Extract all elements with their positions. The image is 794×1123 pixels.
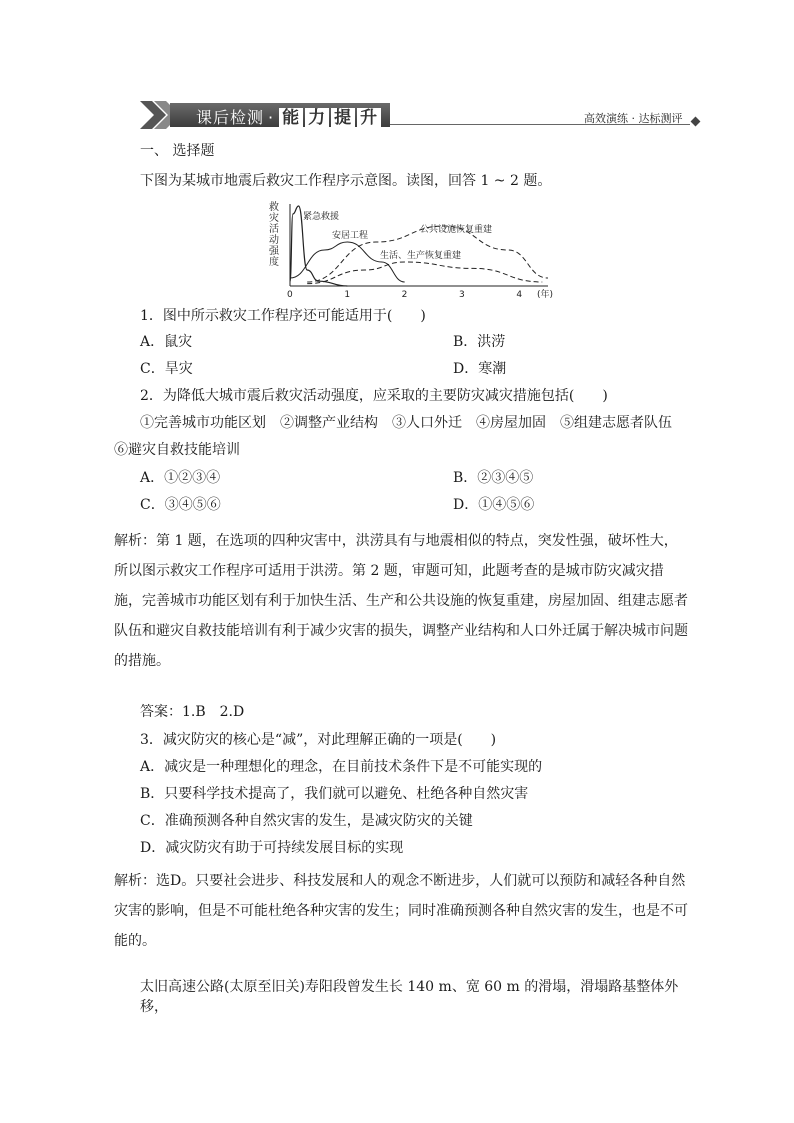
q3-option-b: B．只要科学技术提高了，我们就可以避免、杜绝各种自然灾害: [140, 786, 529, 802]
analysis-q3: 解析：选D。只要社会进步、科技发展和人的观念不断进步，人们就可以预防和减轻各种自然灾害的影响，但是不可能杜绝各种灾害的发生；同时准确预测各种自然灾害的发生，也是不可能的。: [114, 873, 688, 949]
diamond-icon: [691, 117, 701, 127]
x-axis-label: (年): [537, 290, 554, 300]
y-label-char: 动: [269, 235, 279, 246]
banner-left-text: 课后检测: [196, 108, 265, 127]
q2-stem: 2．为降低大城市震后救灾活动强度，应采取的主要防灾减灾措施包括( ): [140, 388, 608, 404]
q1-option-c: C．旱灾: [140, 361, 193, 377]
x-tick-label: 0: [287, 290, 293, 300]
y-label-char: 度: [269, 257, 279, 268]
q1-option-d: D．寒潮: [453, 361, 507, 377]
series-line: [290, 242, 405, 282]
q1-stem: 1．图中所示救灾工作程序还可能适用于( ): [140, 308, 426, 324]
section-title: 一、 选择题: [140, 143, 215, 159]
y-label-char: 救: [269, 202, 279, 213]
y-axis-label: [269, 200, 280, 268]
x-tick-label: 4: [516, 290, 523, 300]
q1-option-b: B．洪涝: [453, 334, 506, 350]
series-label-emergency: 紧急救援: [303, 212, 340, 222]
q2-items-line2: ⑥避灾自救技能培训: [114, 442, 240, 458]
banner-char: 升: [357, 108, 381, 128]
q2-option-c: C．③④⑤⑥: [140, 497, 221, 513]
q2-option-a: A．①②③④: [140, 470, 221, 486]
series-line: [307, 262, 542, 284]
y-label-char: 强: [269, 246, 279, 257]
section-banner: [140, 101, 390, 129]
q3-option-a: A．减灾是一种理想化的理念，在目前技术条件下是不可能实现的: [140, 759, 543, 775]
q3-stem: 3．减灾防灾的核心是“减”，对此理解正确的一项是( ): [140, 732, 497, 748]
x-tick-label: 1: [344, 290, 351, 300]
header-right-tag: 高效演练 · 达标测评: [584, 112, 683, 125]
banner-char: 能: [279, 108, 303, 128]
q3-option-d: D．减灾防灾有助于可持续发展目标的实现: [140, 840, 404, 856]
x-tick-label: 3: [459, 290, 465, 300]
y-label-char: 活: [269, 224, 279, 235]
y-label-char: 灾: [269, 213, 279, 224]
q2-option-d: D．①④⑤⑥: [453, 497, 535, 513]
x-ticks: [287, 290, 522, 300]
relief-program-chart: [262, 198, 562, 302]
series-label-housing: 安居工程: [332, 231, 369, 241]
banner-char: 提: [331, 108, 355, 128]
banner-separator: ·: [268, 108, 275, 127]
banner-title: [196, 105, 382, 128]
x-tick-label: 2: [401, 290, 408, 300]
reading-passage: 太旧高速公路(太原至旧关)寿阳段曾发生长 140 m、宽 60 m 的滑塌，滑塌路基整体外移，: [140, 979, 679, 1015]
answer-q1-q2: 答案：1.B 2.D: [140, 704, 245, 720]
q1-option-a: A．鼠灾: [140, 334, 193, 350]
q2-items-line1: ①完善城市功能区划 ②调整产业结构 ③人口外迁 ④房屋加固 ⑤组建志愿者队伍: [140, 415, 672, 431]
banner-char: 力: [305, 108, 329, 128]
series-label-public: 公共设施恢复重建: [420, 225, 493, 235]
series-label-production: 生活、生产恢复重建: [380, 251, 462, 261]
question-intro: 下图为某城市地震后救灾工作程序示意图。读图，回答 1 ~ 2 题。: [140, 173, 552, 189]
q3-option-c: C．准确预测各种自然灾害的发生，是减灾防灾的关键: [140, 813, 473, 829]
analysis-q1-q2: 解析：第 1 题，在选项的四种灾害中，洪涝具有与地震相似的特点，突发性强，破坏性大，所以图示救灾工作程序可适用于洪涝。第 2 题，审题可知，此题考查的是城市防灾减灾措施，完善城市功能区划有利于加快生活、生产和公共设施的恢复重建，房屋加固、组建志愿者队伍和避灾自救技能培训有利于减少灾害的损失，调整产业结构和人口外迁属于解决城市问题的措施。: [114, 533, 688, 669]
q2-option-b: B．②③④⑤: [453, 470, 534, 486]
